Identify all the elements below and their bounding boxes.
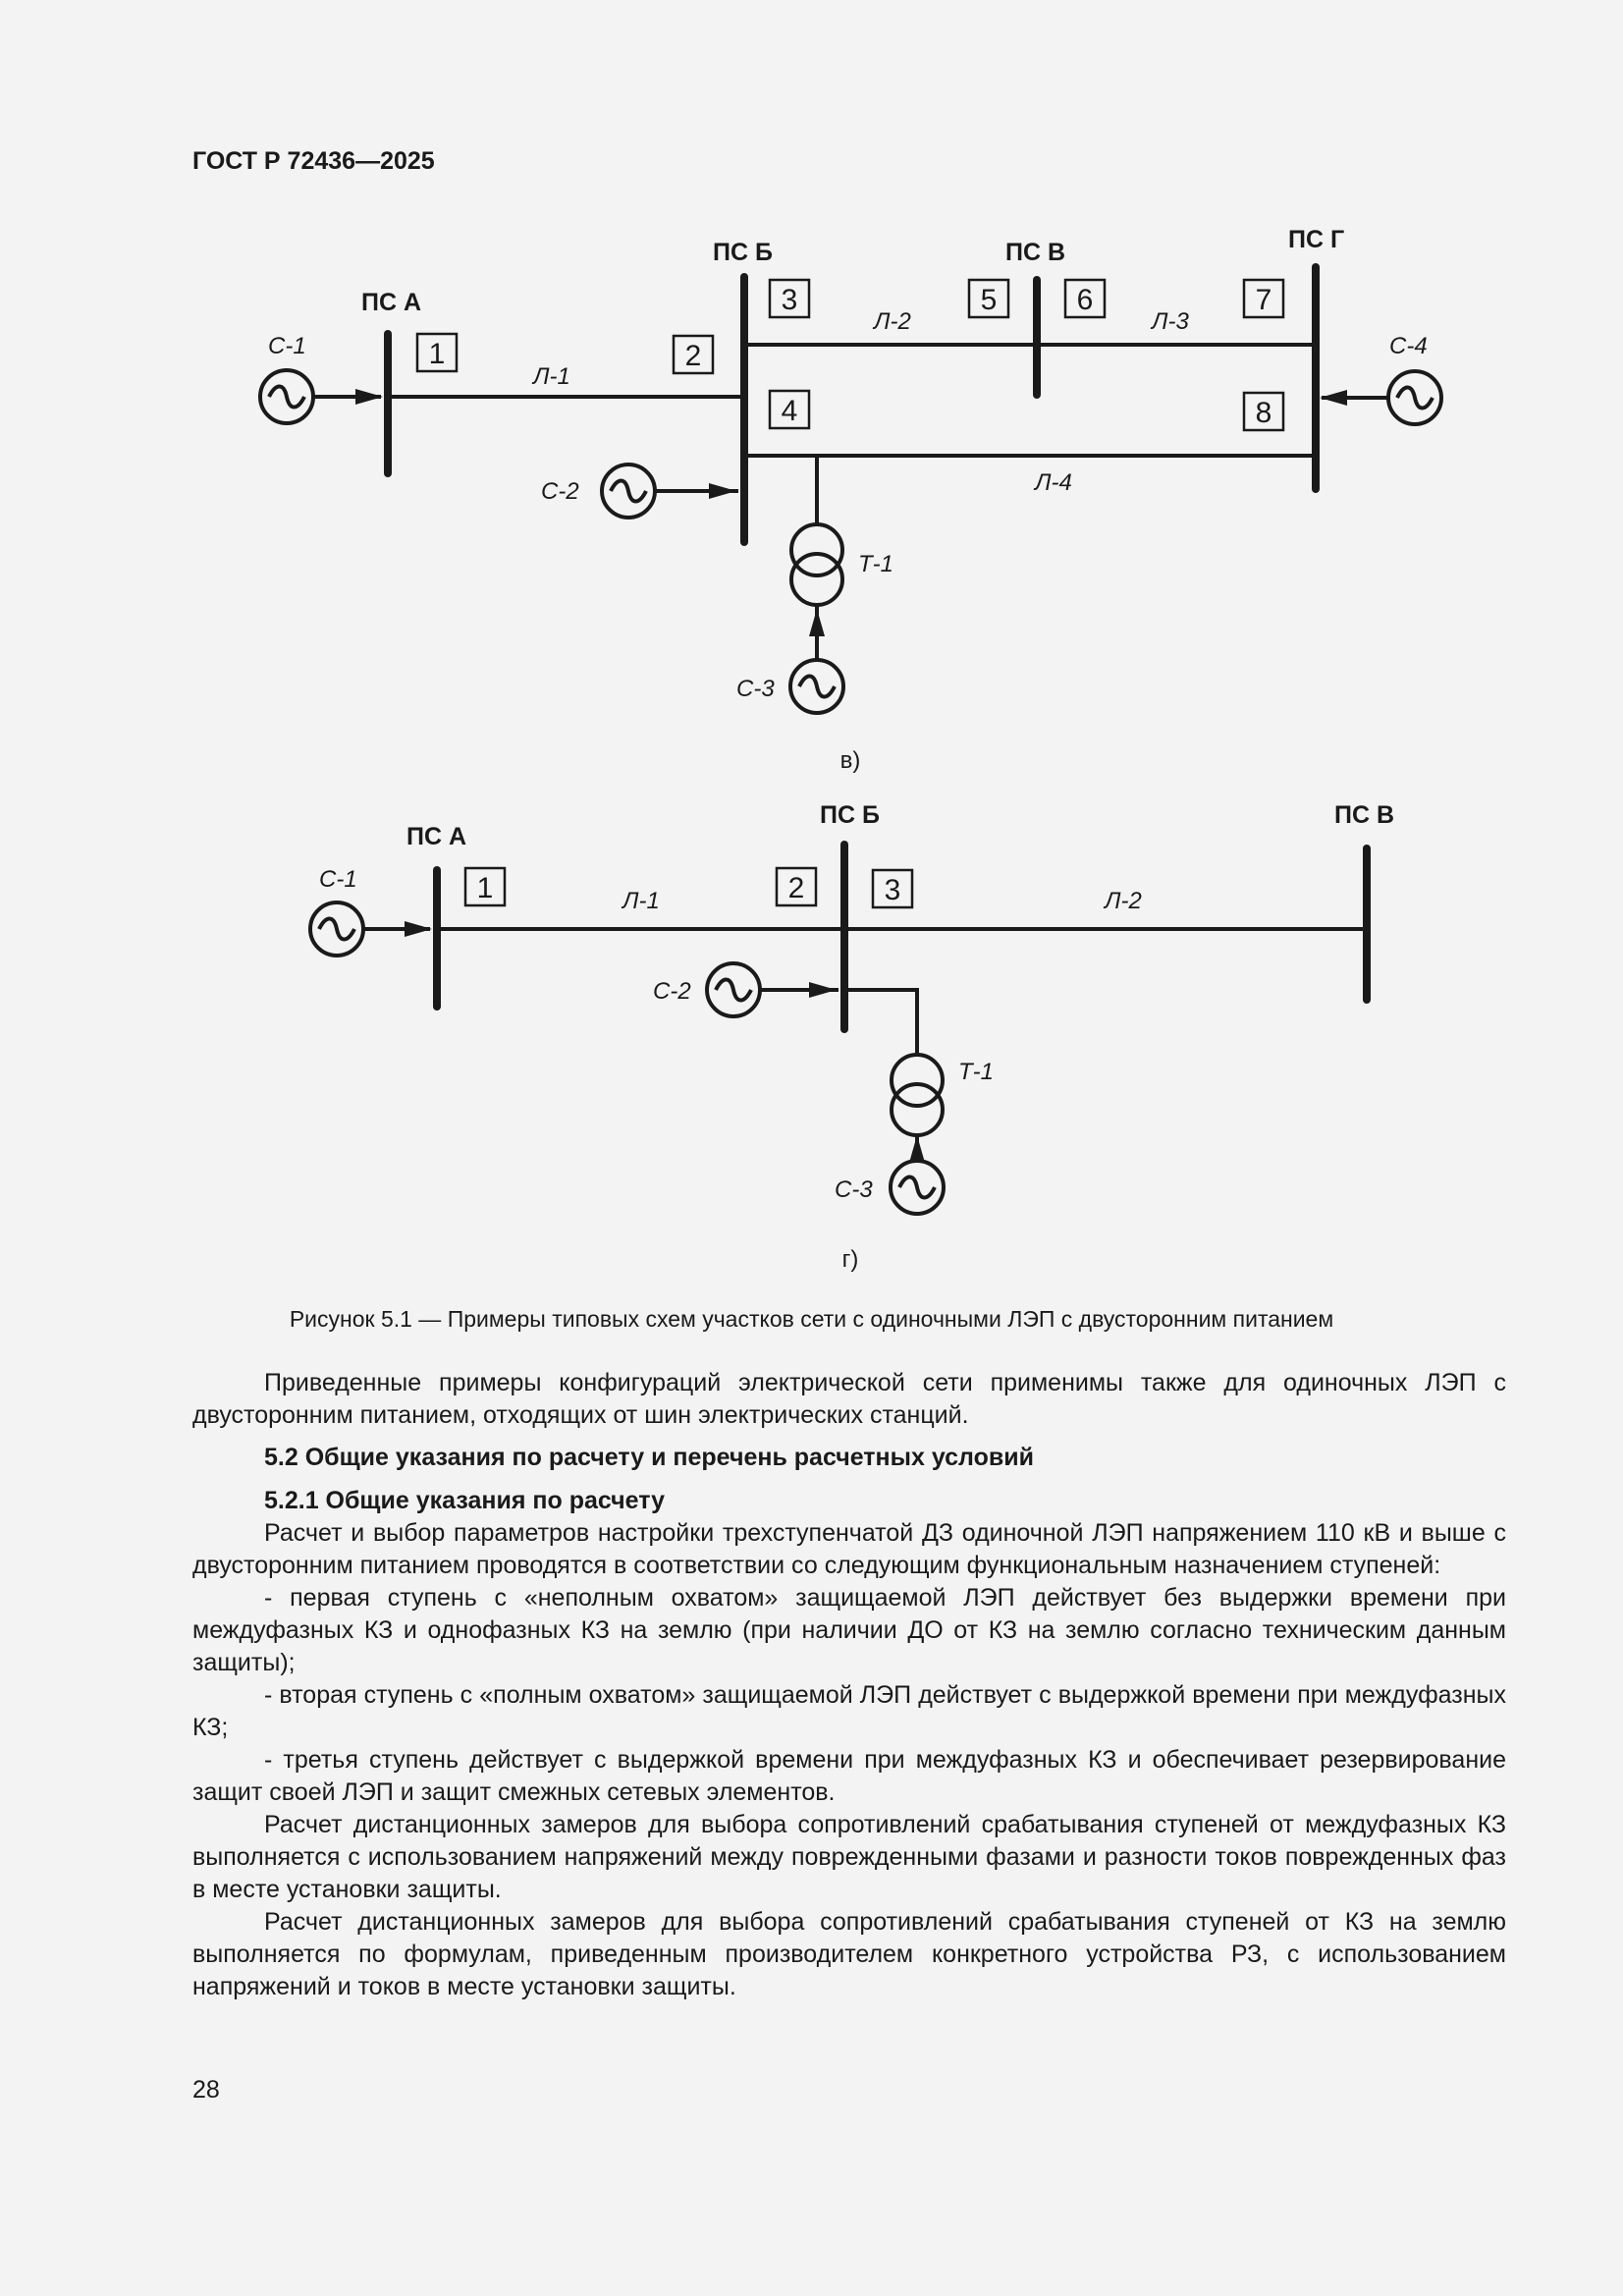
- subsection-heading: 5.2.1 Общие указания по расчету: [264, 1487, 665, 1514]
- box-label: 8: [1255, 397, 1272, 429]
- source-label: С-1: [319, 866, 357, 893]
- substation-label: ПС Б: [713, 239, 773, 266]
- box-label: 3: [781, 284, 798, 316]
- box-label: 2: [684, 340, 702, 372]
- line-label: Л-2: [1105, 888, 1142, 914]
- sub-caption: в): [839, 747, 861, 774]
- source-label: С-3: [736, 676, 775, 702]
- source-label: С-2: [541, 478, 579, 505]
- line-label: Л-4: [1035, 469, 1072, 496]
- diagram-g: [0, 786, 1623, 1291]
- diagram-v: [0, 0, 1623, 791]
- source-label: С-4: [1389, 333, 1428, 359]
- line-label: Л-1: [622, 888, 660, 914]
- box-label: 6: [1076, 284, 1094, 316]
- sub-caption: г): [841, 1246, 859, 1273]
- box-label: 3: [884, 874, 901, 906]
- box-label: 5: [980, 284, 998, 316]
- page-number: 28: [192, 2076, 220, 2104]
- substation-label: ПС Г: [1288, 226, 1345, 253]
- substation-label: ПС В: [1334, 801, 1395, 829]
- transformer-t1-icon: [791, 524, 842, 575]
- transformer-t1-icon: [892, 1055, 943, 1106]
- substation-label: ПС Б: [820, 801, 880, 829]
- source-label: С-2: [653, 978, 691, 1005]
- substation-label: ПС В: [1005, 239, 1066, 266]
- line-label: Л-3: [1152, 308, 1189, 335]
- list-item: - первая ступень с «неполным охватом» защищаемой ЛЭП действует без выдержки времени при междуфазных КЗ и однофазных КЗ на землю (при наличии ДО от КЗ на землю согласно техническим данным защиты);: [192, 1584, 1506, 1676]
- list-item: - третья ступень действует с выдержкой времени при междуфазных КЗ и обеспечивает резервирование защит своей ЛЭП и защит смежных сетевых элементов.: [192, 1746, 1506, 1806]
- substation-label: ПС А: [361, 289, 422, 316]
- box-label: 1: [476, 872, 494, 904]
- paragraph: Расчет дистанционных замеров для выбора сопротивлений срабатывания ступеней от КЗ на землю выполняется по формулам, приведенным производителем конкретного устройства РЗ, с использованием напряжений и токов в месте установки защиты.: [192, 1908, 1506, 2000]
- section-heading: 5.2 Общие указания по расчету и перечень расчетных условий: [264, 1444, 1034, 1471]
- substation-label: ПС А: [406, 823, 467, 850]
- line-label: Л-1: [533, 363, 570, 390]
- box-label: 7: [1255, 284, 1272, 316]
- source-label: С-3: [835, 1176, 873, 1203]
- box-label: 4: [781, 395, 798, 427]
- list-item: - вторая ступень с «полным охватом» защищаемой ЛЭП действует с выдержкой времени при междуфазных КЗ;: [192, 1681, 1506, 1741]
- paragraph: Расчет дистанционных замеров для выбора сопротивлений срабатывания ступеней от междуфазных КЗ выполняется с использованием напряжений между поврежденными фазами и разности токов поврежденных фаз в месте установки защиты.: [192, 1811, 1506, 1903]
- paragraph: Приведенные примеры конфигураций электрической сети применимы также для одиночных ЛЭП с двусторонним питанием, отходящих от шин электрических станций.: [192, 1369, 1506, 1429]
- figure-caption: Рисунок 5.1 — Примеры типовых схем участков сети с одиночными ЛЭП с двусторонним питанием: [289, 1306, 1334, 1332]
- box-label: 1: [428, 338, 446, 370]
- paragraph: Расчет и выбор параметров настройки трехступенчатой ДЗ одиночной ЛЭП напряжением 110 кВ и выше с двусторонним питанием проводятся в соответствии со следующим функциональным назначением ступеней:: [192, 1519, 1506, 1579]
- box-label: 2: [787, 872, 805, 904]
- transformer-label: Т-1: [958, 1059, 994, 1085]
- transformer-label: Т-1: [858, 551, 893, 577]
- source-label: С-1: [268, 333, 306, 359]
- body-text: [192, 1367, 1506, 2003]
- line-label: Л-2: [874, 308, 911, 335]
- document-code: ГОСТ Р 72436—2025: [192, 147, 435, 175]
